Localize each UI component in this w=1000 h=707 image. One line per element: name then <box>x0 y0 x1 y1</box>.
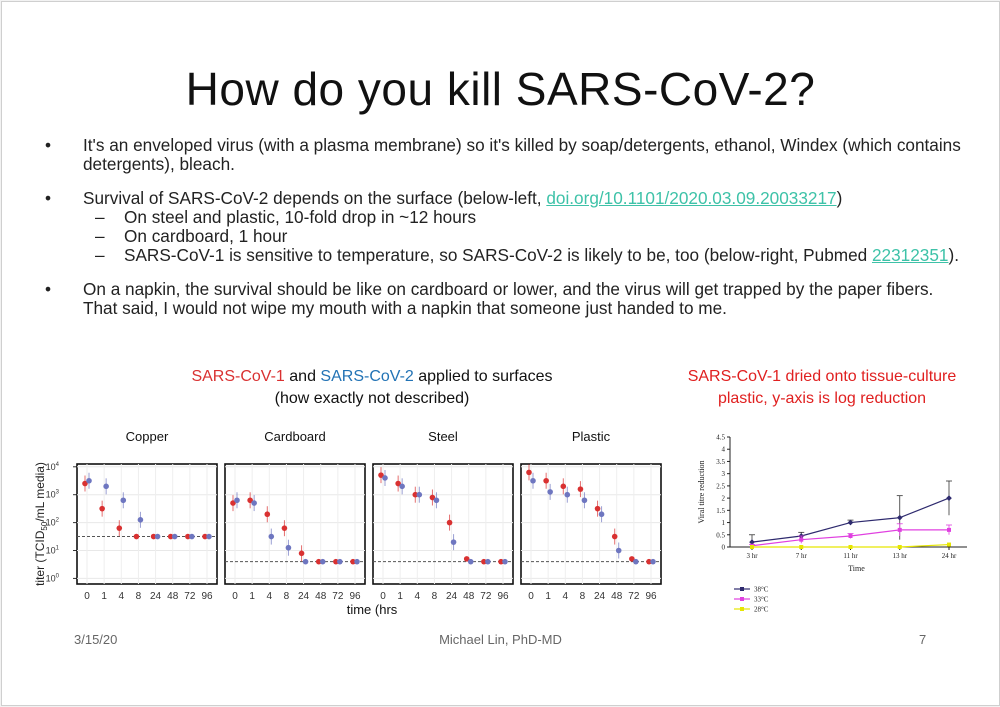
x-tick-label: 8 <box>579 591 586 602</box>
surface-survival-chart <box>32 417 672 627</box>
legend-marker <box>740 607 744 611</box>
legend-label: 33°C <box>754 595 769 604</box>
bullet-dot: • <box>45 188 52 208</box>
caption-rest: applied to surfaces <box>413 368 553 385</box>
y-tick-label: 0 <box>721 543 725 552</box>
cov2-point <box>286 545 292 551</box>
bullet-dot: • <box>45 135 52 155</box>
x-tick-label: 0 <box>380 591 386 602</box>
data-point <box>947 543 951 547</box>
data-point <box>750 545 754 549</box>
x-tick-label: 0 <box>84 591 90 602</box>
y-tick-label: $10^1$ <box>45 545 59 556</box>
data-point <box>799 545 803 549</box>
panel-title: Steel <box>428 429 458 444</box>
doi-link[interactable]: doi.org/10.1101/2020.03.09.20033217 <box>546 188 837 208</box>
panel-title: Cardboard <box>264 429 326 444</box>
cov2-point <box>172 534 178 540</box>
x-tick-label: 72 <box>480 591 492 602</box>
footer-author: Michael Lin, PhD-MD <box>439 632 562 647</box>
x-tick-label: 8 <box>283 591 290 602</box>
y-tick-label: 0.5 <box>716 531 725 540</box>
data-point <box>898 528 902 532</box>
x-tick-label: 48 <box>315 591 327 602</box>
bullet-survival <box>42 189 962 208</box>
temperature-reduction-chart <box>692 427 982 627</box>
x-tick-label: 96 <box>201 591 213 602</box>
x-tick-label: 1 <box>249 591 255 602</box>
sub-bullet-temperature <box>42 246 962 265</box>
cov1-point <box>447 520 453 526</box>
caption-line-2: (how exactly not described) <box>274 390 470 407</box>
cov2-point <box>650 559 656 565</box>
x-tick-label: 96 <box>497 591 509 602</box>
cov2-point <box>582 497 588 503</box>
cov2-point <box>337 559 343 565</box>
x-tick-label: 13 hr <box>892 552 908 560</box>
cov1-point <box>543 478 549 484</box>
panel-frame <box>77 464 217 584</box>
cov2-point <box>485 559 491 565</box>
panel-title: Plastic <box>571 429 611 444</box>
cov2-point <box>206 534 212 540</box>
bullet-text-end: ) <box>836 188 843 208</box>
x-tick-label: 24 <box>150 591 162 602</box>
cov2-point <box>320 559 326 565</box>
y-tick-label: 2 <box>721 494 725 503</box>
x-tick-label: 0 <box>528 591 534 602</box>
cov2-point <box>399 484 405 490</box>
x-tick-label: 24 <box>298 591 310 602</box>
panel-title: Copper <box>125 429 169 444</box>
cov2-point <box>189 534 195 540</box>
x-tick-label: 96 <box>645 591 657 602</box>
cov1-point <box>595 506 601 512</box>
cov1-point <box>299 551 305 557</box>
cov1-point <box>282 525 288 531</box>
legend-marker <box>740 587 744 591</box>
x-axis-title: Time <box>848 564 865 573</box>
cov2-point <box>120 497 126 503</box>
bullet-enveloped-virus <box>42 136 962 174</box>
slide <box>1 1 1000 706</box>
panel-frame <box>373 464 513 584</box>
data-point <box>898 545 902 549</box>
x-tick-label: 8 <box>135 591 142 602</box>
x-tick-label: 72 <box>184 591 196 602</box>
data-point <box>946 495 952 501</box>
bullet-text: On a napkin, the survival should be like on cardboard or lower, and the virus will get trapped by the paper fibers. That said, I would not wipe my mouth with a napkin that someone just handed to me. <box>83 279 934 318</box>
x-tick-label: 11 hr <box>843 552 858 560</box>
cov2-point <box>354 559 360 565</box>
x-tick-label: 4 <box>562 591 569 602</box>
sub-bullet-text: SARS-CoV-1 is sensitive to temperature, so SARS-CoV-2 is likely to be, too (below-right, Pubmed <box>124 245 872 265</box>
y-tick-label: 2.5 <box>716 482 725 491</box>
footer-page-number: 7 <box>919 632 927 647</box>
caption-line-1: SARS-CoV-1 dried onto tissue-culture <box>687 368 957 385</box>
data-point <box>849 545 853 549</box>
caption-line-2: plastic, y-axis is log reduction <box>717 390 927 407</box>
x-tick-label: 24 <box>446 591 458 602</box>
cov2-point <box>138 517 144 523</box>
legend-label: 38°C <box>754 585 769 594</box>
cov1-point <box>134 534 140 540</box>
right-figure-caption <box>652 366 992 410</box>
y-tick-label: 1.5 <box>716 506 725 515</box>
x-tick-label: 0 <box>232 591 238 602</box>
cov2-point <box>468 559 474 565</box>
cov2-point <box>547 489 553 495</box>
cov2-point <box>155 534 161 540</box>
data-point <box>848 520 854 526</box>
data-point <box>947 528 951 532</box>
cov2-point <box>502 559 508 565</box>
slide-title: How do you kill SARS-CoV-2? <box>185 63 816 115</box>
sub-bullet-text: On cardboard, 1 hour <box>124 226 288 246</box>
cov2-point <box>251 500 257 506</box>
legend-label: 28°C <box>754 605 769 614</box>
cov2-label: SARS-CoV-2 <box>320 368 414 385</box>
x-tick-label: 1 <box>545 591 551 602</box>
data-point <box>799 538 803 542</box>
y-tick-label: 3.5 <box>716 457 725 466</box>
panel-frame <box>521 464 661 584</box>
cov2-point <box>416 492 422 498</box>
y-tick-label: 4.5 <box>716 433 725 442</box>
caption-line-1 <box>152 366 592 388</box>
cov2-point <box>268 534 274 540</box>
y-tick-label: $10^3$ <box>45 489 59 500</box>
cov1-label: SARS-CoV-1 <box>191 368 285 385</box>
dash: – <box>95 207 105 227</box>
cov2-point <box>103 484 109 490</box>
cov1-point <box>99 506 105 512</box>
bullet-napkin <box>42 280 962 318</box>
sub-bullet-cardboard <box>42 227 962 246</box>
dash: – <box>95 245 105 265</box>
bullet-list <box>42 136 962 333</box>
cov1-point <box>578 486 584 492</box>
sub-bullet-steel-plastic <box>42 208 962 227</box>
cov2-point <box>86 478 92 484</box>
cov2-point <box>599 511 605 517</box>
y-tick-label: $10^0$ <box>45 573 59 584</box>
y-tick-label: 3 <box>721 470 725 479</box>
x-tick-label: 7 hr <box>795 552 807 560</box>
y-tick-label: $10^2$ <box>45 517 59 528</box>
x-tick-label: 4 <box>414 591 421 602</box>
cov2-point <box>633 559 639 565</box>
legend-marker <box>740 597 744 601</box>
cov1-point <box>612 534 618 540</box>
and-text: and <box>284 368 321 385</box>
x-tick-label: 48 <box>463 591 475 602</box>
cov2-point <box>434 497 440 503</box>
x-axis-title: time (hrs <box>346 602 398 617</box>
cov2-point <box>564 492 570 498</box>
x-tick-label: 72 <box>628 591 640 602</box>
x-tick-label: 72 <box>332 591 344 602</box>
cov2-point <box>303 559 309 565</box>
cov1-point <box>526 470 532 476</box>
y-tick-label: 1 <box>721 519 725 528</box>
cov2-point <box>234 497 240 503</box>
y-axis-title: titer ($TCID_{50}/mL$ media) <box>33 462 49 586</box>
cov1-point <box>116 525 122 531</box>
cov2-point <box>530 478 536 484</box>
pubmed-link[interactable]: 22312351 <box>871 245 949 265</box>
x-tick-label: 24 hr <box>941 552 957 560</box>
x-tick-label: 48 <box>611 591 623 602</box>
x-tick-label: 4 <box>118 591 125 602</box>
x-tick-label: 24 <box>594 591 606 602</box>
y-axis-title: Viral titre reduction <box>697 460 706 524</box>
x-tick-label: 48 <box>167 591 179 602</box>
x-tick-label: 1 <box>101 591 107 602</box>
x-tick-label: 8 <box>431 591 438 602</box>
data-point <box>897 515 903 521</box>
left-figure-caption <box>152 366 592 410</box>
x-tick-label: 3 hr <box>746 552 758 560</box>
bullet-text: It's an enveloped virus (with a plasma membrane) so it's killed by soap/detergents, ethanol, Windex (which contains detergents), bleach. <box>83 135 961 174</box>
dash: – <box>95 226 105 246</box>
cov2-point <box>451 539 457 545</box>
cov1-point <box>264 511 270 517</box>
x-tick-label: 4 <box>266 591 273 602</box>
sub-bullet-text-end: ). <box>948 245 959 265</box>
cov2-point <box>382 475 388 481</box>
panel-frame <box>225 464 365 584</box>
footer-date: 3/15/20 <box>74 632 118 647</box>
data-point <box>849 534 853 538</box>
y-tick-label: $10^4$ <box>45 461 59 472</box>
x-tick-label: 96 <box>349 591 361 602</box>
bullet-text: Survival of SARS-CoV-2 depends on the surface (below-left, <box>83 188 547 208</box>
x-tick-label: 1 <box>397 591 403 602</box>
bullet-dot: • <box>45 279 52 299</box>
cov1-point <box>560 484 566 490</box>
cov2-point <box>616 548 622 554</box>
sub-bullet-text: On steel and plastic, 10-fold drop in ~12 hours <box>124 207 477 227</box>
y-tick-label: 4 <box>721 445 725 454</box>
